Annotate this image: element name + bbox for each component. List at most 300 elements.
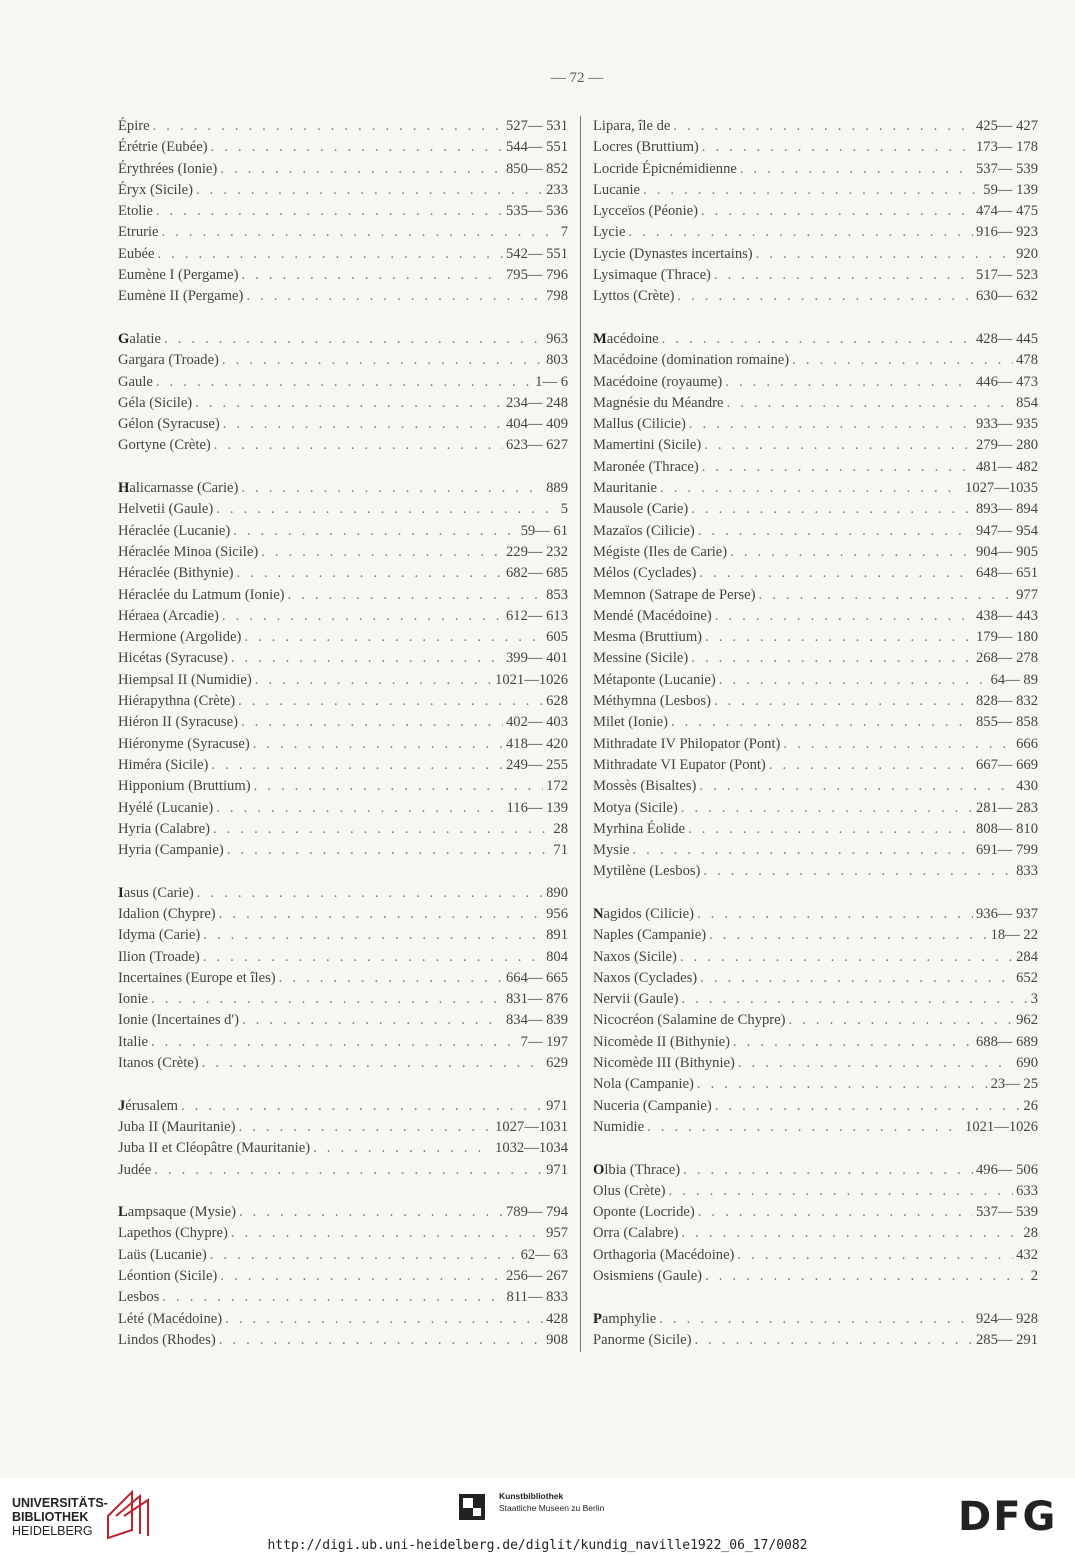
entry-name: Hiéronyme (Syracuse): [118, 735, 250, 752]
entry-pages: 834— 839: [505, 1012, 568, 1029]
index-entry: [593, 1181, 1038, 1202]
dot-leader: [222, 350, 543, 371]
entry-name: Nicocréon (Salamine de Chypre): [593, 1012, 786, 1029]
entry-name: Himéra (Sicile): [118, 756, 209, 773]
index-entry: [593, 137, 1038, 158]
index-entry: [593, 755, 1038, 776]
dot-leader: [225, 1309, 543, 1330]
index-entry: [593, 478, 1038, 499]
entry-name: Érythrées (Ionie): [118, 160, 218, 177]
entry-pages: 7— 197: [520, 1033, 568, 1050]
entry-name: Maronée (Thrace): [593, 458, 699, 475]
entry-pages: 795— 796: [505, 267, 568, 284]
dot-leader: [759, 585, 1014, 606]
index-entry: [593, 1096, 1038, 1117]
entry-name: Héraea (Arcadie): [118, 607, 219, 624]
dot-leader: [769, 755, 973, 776]
index-entry: [593, 286, 1038, 307]
entry-pages: 5: [560, 501, 568, 518]
entry-name: Idyma (Carie): [118, 927, 201, 944]
index-entry: [118, 670, 568, 691]
dot-leader: [737, 1245, 1013, 1266]
section-initial: M: [593, 330, 607, 347]
dot-leader: [681, 798, 973, 819]
index-entry: [118, 1202, 568, 1223]
index-entry: [118, 563, 568, 584]
entry-pages: 652: [1016, 969, 1038, 986]
dot-leader: [239, 1117, 493, 1138]
dot-leader: [659, 1309, 973, 1330]
entry-name: Métaponte (Lucanie): [593, 671, 716, 688]
section-initial: N: [593, 905, 604, 922]
dot-leader: [219, 1330, 543, 1351]
dot-leader: [699, 563, 973, 584]
dot-leader: [691, 499, 973, 520]
dot-leader: [220, 1266, 503, 1287]
entry-pages: 62— 63: [520, 1246, 568, 1263]
entry-pages: 446— 473: [975, 373, 1038, 390]
section-gap: [118, 861, 568, 882]
entry-name: Mossès (Bisaltes): [593, 778, 697, 795]
entry-name: Gélon (Syracuse): [118, 416, 220, 433]
dot-leader: [241, 712, 503, 733]
index-entry: [118, 925, 568, 946]
dot-leader: [671, 712, 973, 733]
index-entry: [593, 904, 1038, 925]
section-initial: G: [118, 330, 130, 347]
entry-pages: 962: [1016, 1012, 1038, 1029]
entry-pages: 920: [1016, 245, 1038, 262]
dot-leader: [151, 1032, 518, 1053]
entry-name: Memnon (Satrape de Perse): [593, 586, 756, 603]
entry-name: Hiérapythna (Crète): [118, 693, 236, 710]
entry-name: Etolie: [118, 203, 153, 220]
dot-leader: [231, 648, 503, 669]
dot-leader: [662, 329, 973, 350]
entry-name: Macédoine (domination romaine): [593, 352, 790, 369]
entry-name: Naxos (Cyclades): [593, 969, 698, 986]
index-entry: [593, 648, 1038, 669]
entry-pages: 7: [560, 224, 568, 241]
dot-leader: [156, 201, 503, 222]
dot-leader: [231, 1223, 543, 1244]
dot-leader: [715, 606, 973, 627]
entry-name: Itanos (Crète): [118, 1055, 199, 1072]
entry-pages: 481— 482: [975, 458, 1038, 475]
entry-pages: 64— 89: [990, 671, 1038, 688]
index-entry: [118, 627, 568, 648]
entry-name: Mallus (Cilicie): [593, 416, 686, 433]
dot-leader: [211, 137, 503, 158]
entry-name: Nola (Campanie): [593, 1076, 694, 1093]
dot-leader: [313, 1138, 492, 1159]
index-entry: [118, 521, 568, 542]
index-entry: [593, 1074, 1038, 1095]
entry-name: Hyria (Calabre): [118, 820, 210, 837]
index-entry: [593, 244, 1038, 265]
index-entry: [593, 798, 1038, 819]
entry-pages: 496— 506: [975, 1161, 1038, 1178]
index-entry: [118, 222, 568, 243]
index-entry: [593, 606, 1038, 627]
entry-name: Mesma (Bruttium): [593, 629, 703, 646]
museum-logo-icon: [459, 1494, 485, 1520]
entry-name: Hicétas (Syracuse): [118, 650, 228, 667]
index-entry: [593, 350, 1038, 371]
index-entry: [118, 265, 568, 286]
entry-pages: 803: [546, 352, 568, 369]
dot-leader: [701, 201, 973, 222]
entry-name: Nagidos (Cilicie): [593, 905, 694, 922]
index-entry: [118, 478, 568, 499]
dot-leader: [236, 563, 502, 584]
entry-pages: 430: [1016, 778, 1038, 795]
index-entry: [118, 286, 568, 307]
index-entry: [118, 159, 568, 180]
entry-name: Héraclée Minoa (Sicile): [118, 543, 259, 560]
dot-leader: [210, 1245, 518, 1266]
entry-name: Juba II (Mauritanie): [118, 1118, 236, 1135]
index-entry: [593, 989, 1038, 1010]
entry-pages: 404— 409: [505, 416, 568, 433]
dot-leader: [702, 137, 973, 158]
dot-leader: [220, 159, 503, 180]
entry-name: Pamphylie: [593, 1310, 657, 1327]
index-entry: [118, 819, 568, 840]
entry-name: Helvetii (Gaule): [118, 501, 214, 518]
index-entry: [593, 563, 1038, 584]
entry-name: Mytilène (Lesbos): [593, 863, 701, 880]
index-entry: [593, 776, 1038, 797]
entry-pages: 666: [1016, 735, 1038, 752]
entry-name: Nuceria (Campanie): [593, 1097, 712, 1114]
page-number: — 72 —: [550, 70, 604, 86]
source-url[interactable]: http://digi.ub.uni-heidelberg.de/diglit/kundig_naville1922_06_17/0082: [267, 1538, 808, 1553]
dot-leader: [227, 840, 551, 861]
entry-pages: 808— 810: [975, 820, 1038, 837]
entry-pages: 402— 403: [505, 714, 568, 731]
index-entry: [118, 1096, 568, 1117]
entry-name: Mithradate VI Eupator (Pont): [593, 756, 766, 773]
entry-name: Eubée: [118, 245, 155, 262]
dot-leader: [699, 776, 1013, 797]
entry-pages: 977: [1016, 586, 1038, 603]
entry-pages: 853: [546, 586, 568, 603]
entry-pages: 173— 178: [975, 139, 1038, 156]
dot-leader: [783, 734, 1013, 755]
entry-name: Lampsaque (Mysie): [118, 1204, 236, 1221]
index-entry: [593, 1010, 1038, 1031]
entry-pages: 1021—1026: [495, 671, 568, 688]
entry-name: Lycie: [593, 224, 626, 241]
index-entry: [593, 1160, 1038, 1181]
dot-leader: [181, 1096, 543, 1117]
index-entry: [118, 734, 568, 755]
entry-pages: 971: [546, 1161, 568, 1178]
dot-leader: [714, 265, 973, 286]
index-entry: [593, 691, 1038, 712]
index-entry: [118, 1266, 568, 1287]
entry-name: Olus (Crète): [593, 1182, 666, 1199]
entry-name: Léontion (Sicile): [118, 1268, 218, 1285]
entry-name: Épire: [118, 118, 150, 134]
dot-leader: [694, 1330, 972, 1351]
entry-pages: 924— 928: [975, 1310, 1038, 1327]
entry-pages: 831— 876: [505, 991, 568, 1008]
entry-pages: 438— 443: [975, 607, 1038, 624]
digitization-footer: [0, 1478, 1075, 1555]
entry-name: Halicarnasse (Carie): [118, 480, 239, 497]
entry-name: Hyélé (Lucanie): [118, 799, 214, 816]
index-entry: [593, 1032, 1038, 1053]
entry-name: Orra (Calabre): [593, 1225, 679, 1242]
dot-leader: [202, 1053, 543, 1074]
entry-pages: 26: [1023, 1097, 1038, 1114]
index-entry: [593, 1053, 1038, 1074]
entry-pages: 432: [1016, 1246, 1038, 1263]
entry-name: Lipara, île de: [593, 118, 671, 134]
index-entry: [593, 435, 1038, 456]
entry-pages: 1027—1031: [495, 1118, 568, 1135]
entry-name: Nervii (Gaule): [593, 991, 679, 1008]
entry-name: Lété (Macédoine): [118, 1310, 223, 1327]
entry-pages: 855— 858: [975, 714, 1038, 731]
dot-leader: [241, 265, 502, 286]
section-initial: O: [593, 1161, 605, 1178]
entry-pages: 517— 523: [975, 267, 1038, 284]
entry-name: Incertaines (Europe et îles): [118, 969, 276, 986]
entry-pages: 179— 180: [975, 629, 1038, 646]
index-entry: [593, 861, 1038, 882]
entry-pages: 59— 139: [983, 181, 1038, 198]
entry-name: Panorme (Sicile): [593, 1331, 692, 1348]
entry-pages: 798: [546, 288, 568, 305]
entry-pages: 18— 22: [990, 927, 1038, 944]
dot-leader: [727, 393, 1014, 414]
entry-pages: 535— 536: [505, 203, 568, 220]
entry-pages: 850— 852: [505, 160, 568, 177]
index-entry: [118, 180, 568, 201]
index-entry: [593, 372, 1038, 393]
entry-name: Gargara (Troade): [118, 352, 219, 369]
entry-pages: 908: [546, 1331, 568, 1348]
entry-name: Ionie: [118, 991, 148, 1008]
entry-pages: 281— 283: [975, 799, 1038, 816]
entry-pages: 891: [546, 927, 568, 944]
index-entry: [118, 1160, 568, 1181]
entry-name: Eumène I (Pergame): [118, 267, 239, 284]
entry-name: Galatie: [118, 330, 161, 347]
dot-leader: [211, 755, 503, 776]
dot-leader: [632, 840, 972, 861]
section-gap: [118, 308, 568, 329]
entry-name: Hiempsal II (Numidie): [118, 671, 252, 688]
entry-pages: 1021—1026: [965, 1118, 1038, 1135]
index-entry: [593, 499, 1038, 520]
entry-pages: 664— 665: [505, 969, 568, 986]
entry-pages: 605: [546, 629, 568, 646]
index-entry: [593, 521, 1038, 542]
entry-name: Hyria (Campanie): [118, 842, 224, 859]
dot-leader: [154, 1160, 543, 1181]
entry-name: Lapethos (Chypre): [118, 1225, 228, 1242]
entry-pages: 612— 613: [505, 607, 568, 624]
entry-pages: 478: [1016, 352, 1038, 369]
entry-name: Hipponium (Bruttium): [118, 778, 251, 795]
dot-leader: [241, 478, 543, 499]
entry-name: Ionie (Incertaines d'): [118, 1012, 239, 1029]
index-column-right: [593, 116, 1038, 1351]
entry-name: Héraclée (Bithynie): [118, 565, 234, 582]
index-entry: [593, 819, 1038, 840]
index-entry: [593, 265, 1038, 286]
entry-pages: 691— 799: [975, 842, 1038, 859]
index-entry: [118, 372, 568, 393]
dot-leader: [788, 1010, 1013, 1031]
dot-leader: [792, 350, 1013, 371]
entry-pages: 893— 894: [975, 501, 1038, 518]
entry-pages: 1032—1034: [495, 1140, 568, 1157]
entry-pages: 28: [553, 820, 568, 837]
library-logo-icon: [104, 1486, 152, 1542]
index-entry: [593, 1202, 1038, 1223]
dot-leader: [219, 904, 543, 925]
index-entry: [593, 1223, 1038, 1244]
funder-logo: DFG: [958, 1494, 1058, 1540]
index-entry: [118, 1223, 568, 1244]
dot-leader: [253, 734, 503, 755]
dot-leader: [156, 372, 532, 393]
index-entry: [118, 1117, 568, 1138]
dot-leader: [216, 798, 503, 819]
dot-leader: [689, 414, 973, 435]
index-entry: [593, 222, 1038, 243]
dot-leader: [756, 244, 1013, 265]
index-entry: [593, 840, 1038, 861]
entry-pages: 256— 267: [505, 1268, 568, 1285]
index-entry: [593, 180, 1038, 201]
dot-leader: [702, 457, 973, 478]
entry-pages: 956: [546, 905, 568, 922]
entry-pages: 811— 833: [506, 1289, 568, 1306]
index-entry: [593, 712, 1038, 733]
entry-name: Locride Épicnémidienne: [593, 160, 737, 177]
entry-name: Motya (Sicile): [593, 799, 678, 816]
section-initial: H: [118, 480, 130, 497]
entry-name: Lindos (Rhodes): [118, 1331, 216, 1348]
index-entry: [118, 414, 568, 435]
entry-pages: 648— 651: [975, 565, 1038, 582]
dot-leader: [709, 925, 988, 946]
section-gap: [593, 1287, 1038, 1308]
entry-pages: 667— 669: [975, 756, 1038, 773]
entry-pages: 268— 278: [975, 650, 1038, 667]
entry-name: Mauritanie: [593, 480, 658, 497]
entry-name: Ilion (Troade): [118, 948, 200, 965]
index-entry: [118, 755, 568, 776]
dot-leader: [677, 286, 973, 307]
entry-pages: 963: [546, 330, 568, 347]
entry-name: Éryx (Sicile): [118, 181, 193, 198]
index-entry: [118, 606, 568, 627]
library-name: UNIVERSITÄTS- BIBLIOTHEK HEIDELBERG: [12, 1496, 108, 1538]
dot-leader: [660, 478, 962, 499]
entry-pages: 542— 551: [505, 245, 568, 262]
entry-pages: 2: [1030, 1268, 1038, 1285]
dot-leader: [233, 521, 517, 542]
entry-name: Nicomède III (Bithynie): [593, 1055, 735, 1072]
dot-leader: [153, 116, 503, 137]
index-entry: [593, 968, 1038, 989]
entry-pages: 172: [546, 778, 568, 795]
entry-pages: 474— 475: [975, 203, 1038, 220]
entry-name: Mamertini (Sicile): [593, 437, 702, 454]
dot-leader: [733, 1032, 973, 1053]
index-entry: [118, 1138, 568, 1159]
dot-leader: [714, 691, 973, 712]
index-entry: [118, 1287, 568, 1308]
entry-pages: 630— 632: [975, 288, 1038, 305]
entry-name: Mélos (Cyclades): [593, 565, 697, 582]
index-entry: [593, 734, 1038, 755]
index-entry: [118, 712, 568, 733]
entry-name: Jérusalem: [118, 1097, 178, 1114]
entry-pages: 544— 551: [505, 139, 568, 156]
entry-pages: 229— 232: [505, 543, 568, 560]
entry-pages: 623— 627: [505, 437, 568, 454]
index-entry: [118, 201, 568, 222]
entry-name: Orthagoria (Macédoine): [593, 1246, 735, 1263]
dot-leader: [288, 585, 544, 606]
entry-pages: 933— 935: [975, 416, 1038, 433]
entry-pages: 688— 689: [975, 1033, 1038, 1050]
dot-leader: [151, 989, 503, 1010]
entry-pages: 234— 248: [505, 394, 568, 411]
index-entry: [118, 776, 568, 797]
entry-name: Gortyne (Crète): [118, 437, 211, 454]
section-initial: J: [118, 1097, 126, 1114]
index-entry: [118, 1053, 568, 1074]
dot-leader: [730, 542, 973, 563]
section-gap: [118, 457, 568, 478]
dot-leader: [195, 393, 503, 414]
entry-pages: 936— 937: [975, 905, 1038, 922]
index-entry: [593, 627, 1038, 648]
dot-leader: [255, 670, 492, 691]
entry-pages: 854: [1016, 394, 1038, 411]
dot-leader: [740, 159, 973, 180]
dot-leader: [700, 968, 1013, 989]
entry-pages: 957: [546, 1225, 568, 1242]
index-entry: [593, 457, 1038, 478]
entry-name: Mendé (Macédoine): [593, 607, 712, 624]
index-entry: [593, 201, 1038, 222]
index-entry: [118, 116, 568, 137]
dot-leader: [697, 904, 973, 925]
entry-pages: 23— 25: [990, 1076, 1038, 1093]
index-entry: [118, 840, 568, 861]
index-entry: [593, 670, 1038, 691]
entry-name: Numidie: [593, 1118, 645, 1135]
entry-name: Hermione (Argolide): [118, 629, 242, 646]
index-entry: [118, 691, 568, 712]
dot-leader: [681, 1223, 1020, 1244]
section-gap: [593, 1138, 1038, 1159]
entry-name: Myrhina Éolide: [593, 820, 686, 837]
entry-name: Lysimaque (Thrace): [593, 267, 711, 284]
index-entry: [593, 414, 1038, 435]
column-divider: [580, 116, 581, 1352]
